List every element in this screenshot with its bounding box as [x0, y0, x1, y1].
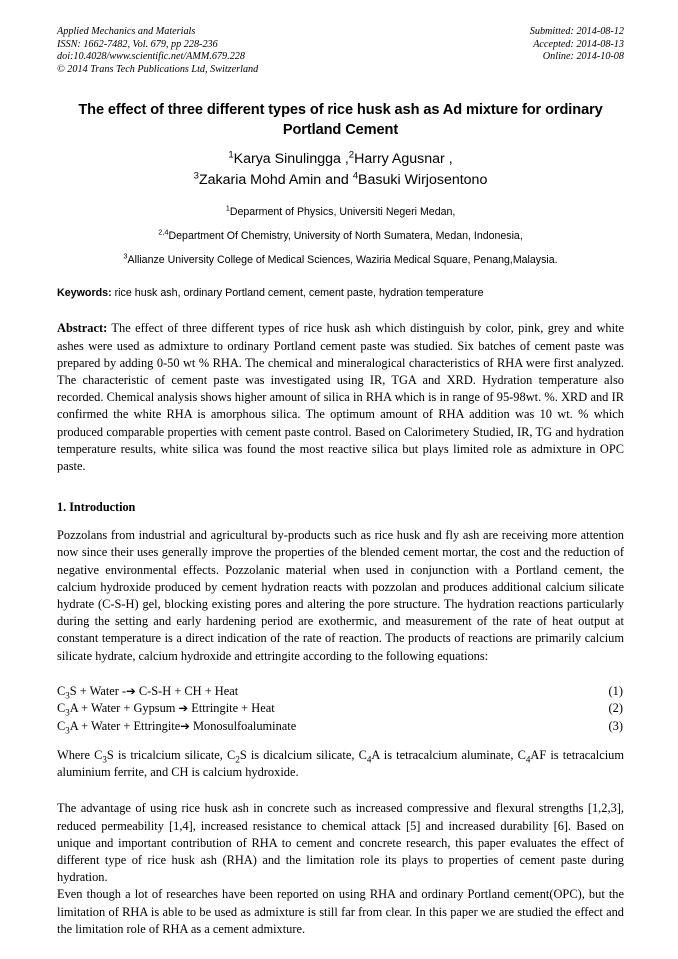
accepted-date: Accepted: 2014-08-13: [533, 38, 624, 50]
author-name: Harry Agusnar ,: [354, 151, 453, 168]
page-title: [62, 100, 619, 140]
definition-subscript: 4: [525, 754, 531, 765]
section-heading-introduction: 1. Introduction: [57, 500, 136, 515]
author-line-2: [57, 170, 624, 191]
equation-number: (1): [608, 683, 623, 698]
equation-subscript: 3: [65, 725, 70, 736]
equation-text: A + Water + Ettringite: [69, 718, 181, 733]
definition-subscript: 2: [235, 754, 240, 765]
abstract-section: [57, 320, 624, 475]
closing-paragraph-1: The advantage of using rice husk ash in concrete such as increased compressive and flexural strengths [1,2,3], reduced permeability [1,4], increased resistance to chemical attack [5] and increased durability [6]. Based on unique and important contribution of RHA to cement and concrete research, this paper evaluates the effect of different type of rice husk ash (RHA) and the limitation role its plays to properties of cement paste during hydration.: [57, 801, 624, 885]
introduction-paragraph: Pozzolans from industrial and agricultural by-products such as rice husk and fly ash are receiving more attention now since their uses generally improve the properties of the blended cement mortar, the cost and the reduction of negative environmental effects. Pozzolanic material when used in conjunction with a Portland cement, the calcium hydroxide produced by cement hydration reacts with pozzolan and produces additional calcium silicate hydrate (C-S-H) gel, blocking existing pores and altering the pore structure. The hydration reactions particularly during the setting and early hardening period are exothermic, and measurement of the rate of heat output at constant temperature is a direct indication of the rate of reaction. The products of reactions are primarily calcium silicate hydrate, calcium hydroxide and ettringite according to the following equations:: [57, 528, 624, 663]
definition-text: S is dicalcium silicate, C: [239, 748, 367, 763]
journal-header-right: [530, 26, 624, 64]
equation-text: A + Water + Gypsum: [69, 701, 179, 716]
equation-row: [57, 683, 624, 700]
journal-header-left: [57, 26, 258, 76]
author-name: Zakaria Mohd Amin and: [198, 172, 353, 189]
equation-text: C: [57, 701, 66, 716]
affiliation-item: [57, 200, 624, 224]
equation-text: Ettringite + Heat: [188, 701, 275, 716]
journal-copyright: © 2014 Trans Tech Publications Ltd, Switzerland: [57, 63, 259, 75]
closing-paragraph-2: Even though a lot of researches have been reported on using RHA and ordinary Portland cement(OPC), but the limitation of RHA is able to be used as admixture is still far from clear. In this paper we are studied the effect and the limitation role of RHA as a cement admixture.: [57, 887, 624, 936]
affiliation-marker: 1: [225, 203, 230, 213]
equation-body: [57, 718, 296, 735]
affiliation-item: [57, 224, 624, 248]
equation-number: (2): [608, 701, 623, 716]
equation-body: [57, 700, 275, 717]
author-marker: 4: [352, 170, 359, 182]
affiliation-marker: 3: [123, 251, 128, 261]
definitions-paragraph: [57, 747, 624, 781]
equation-number: (3): [608, 718, 623, 733]
arrow-icon: ➔: [126, 683, 136, 698]
equation-subscript: 3: [65, 707, 70, 718]
affiliation-marker: 2,4: [158, 227, 169, 237]
submitted-date: Submitted: 2014-08-12: [529, 26, 624, 37]
author-name: Karya Sinulingga ,: [233, 151, 349, 168]
keywords-value: rice husk ash, ordinary Portland cement, cement paste, hydration temperature: [111, 287, 484, 300]
equation-text: C: [57, 683, 66, 698]
definition-subscript: 4: [366, 754, 372, 765]
equation-block: [57, 683, 624, 735]
title-line-2: ordinary Portland Cement: [282, 102, 603, 139]
journal-issn-volume: ISSN: 1662-7482, Vol. 679, pp 228-236: [57, 38, 218, 50]
abstract-label: Abstract:: [57, 321, 108, 336]
equation-text: S + Water -: [69, 683, 127, 698]
author-marker: 3: [193, 170, 199, 182]
arrow-icon: ➔: [180, 718, 190, 733]
definition-text: AF is tetracalcium aluminium ferrite, and CH is calcium hydroxide.: [57, 748, 624, 780]
author-marker: 1: [228, 149, 234, 161]
equation-text: Monosulfoaluminate: [189, 718, 297, 733]
abstract-text: The effect of three different types of rice husk ash which distinguish by color, pink, grey and white ashes were used as admixture to ordinary Portland cement paste was studied. Six batches of cement paste was prepared by adding 0-50 wt % RHA. The chemical and mineralogical characteristics of RHA were first analyzed. The characteristic of cement paste was investigated using IR, TGA and XRD. Hydration temperature also recorded. Chemical analysis shows higher amount of silica in RHA which is in range of 95-98wt. %. XRD and IR confirmed the white RHA is amorphous silica. The optimum amount of RHA addition was 10 wt. % which produced comparable properties with cement paste control. Based on Calorimetery Studied, IR, TG and hydration temperature results, white silica was found the most reactive silica but plays limited role as admixture in OPC paste.: [57, 321, 624, 473]
affiliation-item: [57, 248, 624, 272]
author-name: Basuki Wirjosentono: [358, 172, 488, 189]
definition-text: Where C: [57, 748, 103, 763]
journal-name: Applied Mechanics and Materials: [57, 26, 196, 37]
equation-row: [57, 718, 624, 735]
arrow-icon: ➔: [178, 701, 189, 716]
affiliation-text: Deparment of Physics, Universiti Negeri Medan,: [229, 206, 456, 219]
author-marker: 2: [348, 149, 355, 161]
equation-text: C-S-H + CH + Heat: [135, 683, 239, 698]
definition-subscript: 3: [102, 754, 107, 765]
definition-text: A is tetracalcium aluminate, C: [371, 748, 526, 763]
definition-text: S is tricalcium silicate, C: [106, 748, 236, 763]
equation-subscript: 3: [65, 690, 70, 701]
affiliation-list: [57, 200, 624, 272]
author-line-1: [57, 149, 624, 170]
affiliation-text: Allianze University College of Medical Sciences, Waziria Medical Square, Penang,Malaysia.: [127, 254, 558, 267]
equation-text: C: [57, 718, 66, 733]
journal-header: [57, 26, 624, 76]
author-list: [57, 149, 624, 191]
journal-doi: doi:10.4028/www.scientific.net/AMM.679.228: [57, 51, 245, 63]
keywords-label: Keywords:: [57, 287, 112, 300]
keywords-section: [57, 286, 624, 301]
equation-row: [57, 700, 624, 717]
title-line-1: The effect of three different types of rice husk ash as Ad mixture for: [78, 102, 542, 119]
affiliation-text: Department Of Chemistry, University of North Sumatera, Medan, Indonesia,: [168, 230, 523, 243]
equation-body: [57, 683, 238, 700]
online-date: Online: 2014-10-08: [542, 51, 624, 63]
